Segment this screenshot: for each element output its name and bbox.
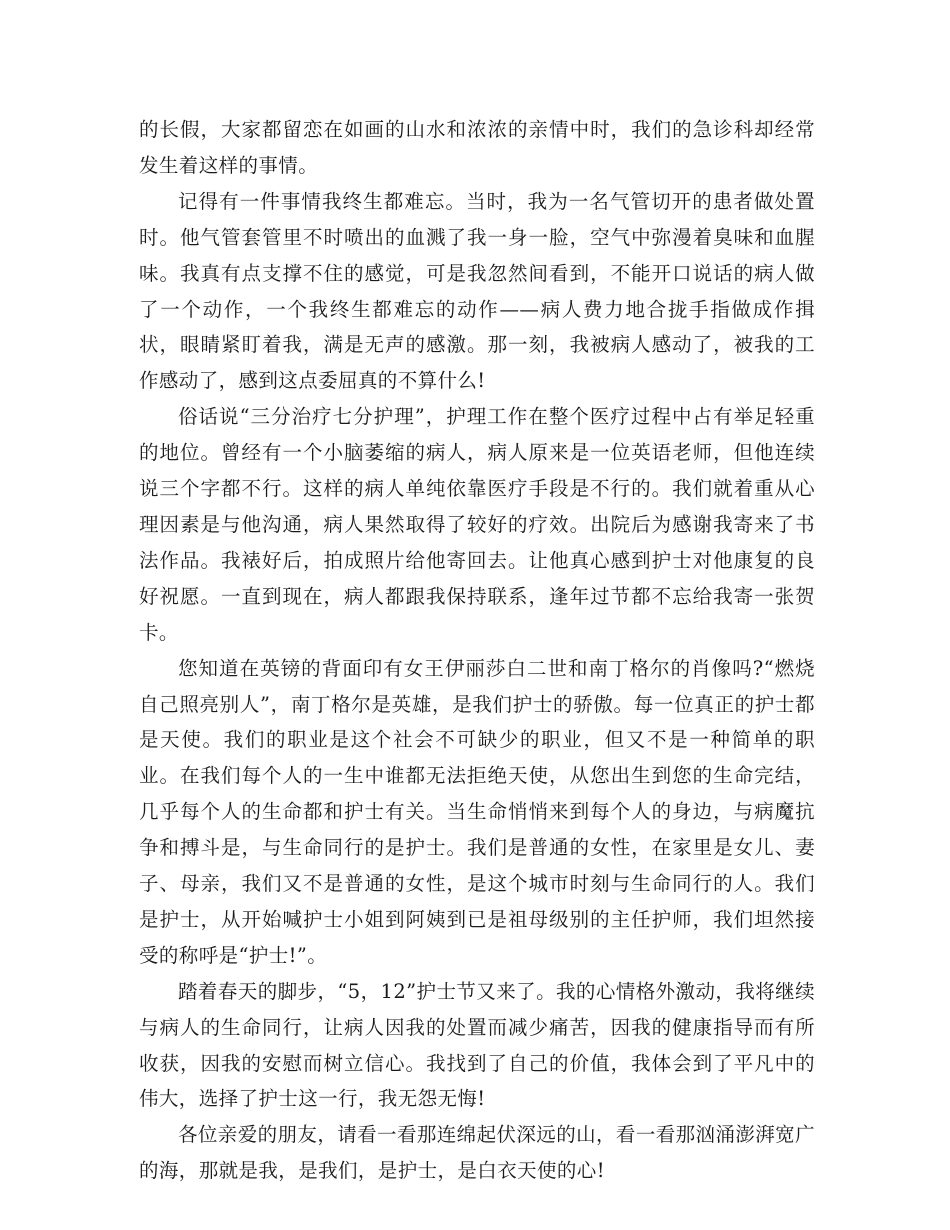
paragraph-1: 的长假，大家都留恋在如画的山水和浓浓的亲情中时，我们的急诊科却经常发生着这样的事情。 [139,118,815,177]
paragraph-5: 踏着春天的脚步，“5，12”护士节又来了。我的心情格外激动，我将继续与病人的生命同行，让病人因我的处置而减少痛苦，因我的健康指导而有所收获，因我的安慰而树立信心。我找到了自己的价值，我体会到了平凡中的伟大，选择了护士这一行，我无怨无悔! [139,979,815,1111]
paragraph-3: 俗话说“三分治疗七分护理”，护理工作在整个医疗过程中占有举足轻重的地位。曾经有一个小脑萎缩的病人，病人原来是一位英语老师，但他连续说三个字都不行。这样的病人单纯依靠医疗手段是不行的。我们就着重从心理因素是与他沟通，病人果然取得了较好的疗效。出院后为感谢我寄来了书法作品。我裱好后，拍成照片给他寄回去。让他真心感到护士对他康复的良好祝愿。一直到现在，病人都跟我保持联系，逢年过节都不忘给我寄一张贺卡。 [139,405,815,644]
paragraph-6: 各位亲爱的朋友，请看一看那连绵起伏深远的山，看一看那汹涌澎湃宽广的海，那就是我，是我们，是护士，是白衣天使的心! [139,1123,815,1183]
paragraph-4: 您知道在英镑的背面印有女王伊丽莎白二世和南丁格尔的肖像吗?“燃烧自己照亮别人”，南丁格尔是英雄，是我们护士的骄傲。每一位真正的护士都是天使。我们的职业是这个社会不可缺少的职业，但又不是一种简单的职业。在我们每个人的一生中谁都无法拒绝天使，从您出生到您的生命完结，几乎每个人的生命都和护士有关。当生命悄悄来到每个人的身边，与病魔抗争和搏斗是，与生命同行的是护士。我们是普通的女性，在家里是女儿、妻子、母亲，我们又不是普通的女性，是这个城市时刻与生命同行的人。我们是护士，从开始喊护士小姐到阿姨到已是祖母级别的主任护师，我们坦然接受的称呼是“护士!”。 [139,656,815,967]
document-body [139,112,815,1189]
paragraph-2: 记得有一件事情我终生都难忘。当时，我为一名气管切开的患者做处置时。他气管套管里不时喷出的血溅了我一身一脸，空气中弥漫着臭味和血腥味。我真有点支撑不住的感觉，可是我忽然间看到，不能开口说话的病人做了一个动作，一个我终生都难忘的动作——病人费力地合拢手指做成作揖状，眼睛紧盯着我，满是无声的感激。那一刻，我被病人感动了，被我的工作感动了，感到这点委屈真的不算什么! [139,189,815,393]
